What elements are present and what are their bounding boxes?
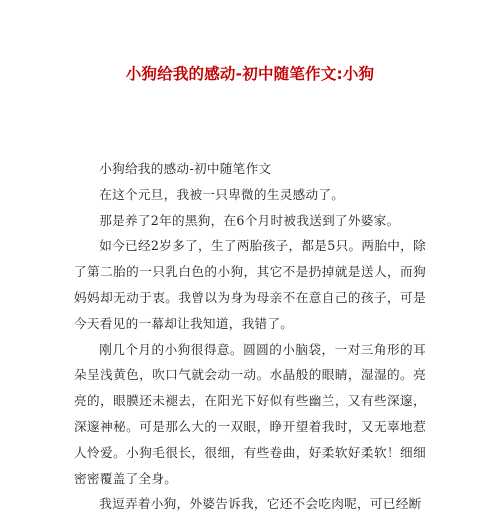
paragraph: 在这个元旦，我被一只卑微的生灵感动了。 (99, 186, 345, 202)
paragraph-subtitle: 小狗给我的感动-初中随笔作文 (99, 161, 272, 176)
paragraph: 刚几个月的小狗很得意。圆圆的小脑袋，一对三角形的耳朵呈浅黄色，吹口气就会动一动。水晶般的眼睛，湿湿的。亮亮的，眼膜还未褪去，在阳光下好似有些幽兰，又有些深邃，深邃神秘。可是那么大的一双眼，睁开望着我时，又无辜地惹人怜爱。小狗毛很长，很细，有些卷曲，好柔软好柔软！细细密密覆盖了全身。 (74, 341, 426, 486)
document-body (74, 156, 426, 517)
paragraph: 那是养了2年的黑狗，在6个月时被我送到了外婆家。 (99, 212, 400, 228)
paragraph: 如今已经2岁多了，生了两胎孩子，都是5只。两胎中，除了第二胎的一只乳白色的小狗，其它不是扔掉就是送人，而狗妈妈却无动于衷。我曾以为身为母亲不在意自己的孩子，可是今天看见的一幕却让我知道，我错了。 (74, 238, 426, 331)
paragraph: 我逗弄着小狗，外婆告诉我，它还不会吃肉呢，可已经断 (99, 496, 422, 512)
document-title: 小狗给我的感动-初中随笔作文:小狗 (125, 65, 375, 83)
